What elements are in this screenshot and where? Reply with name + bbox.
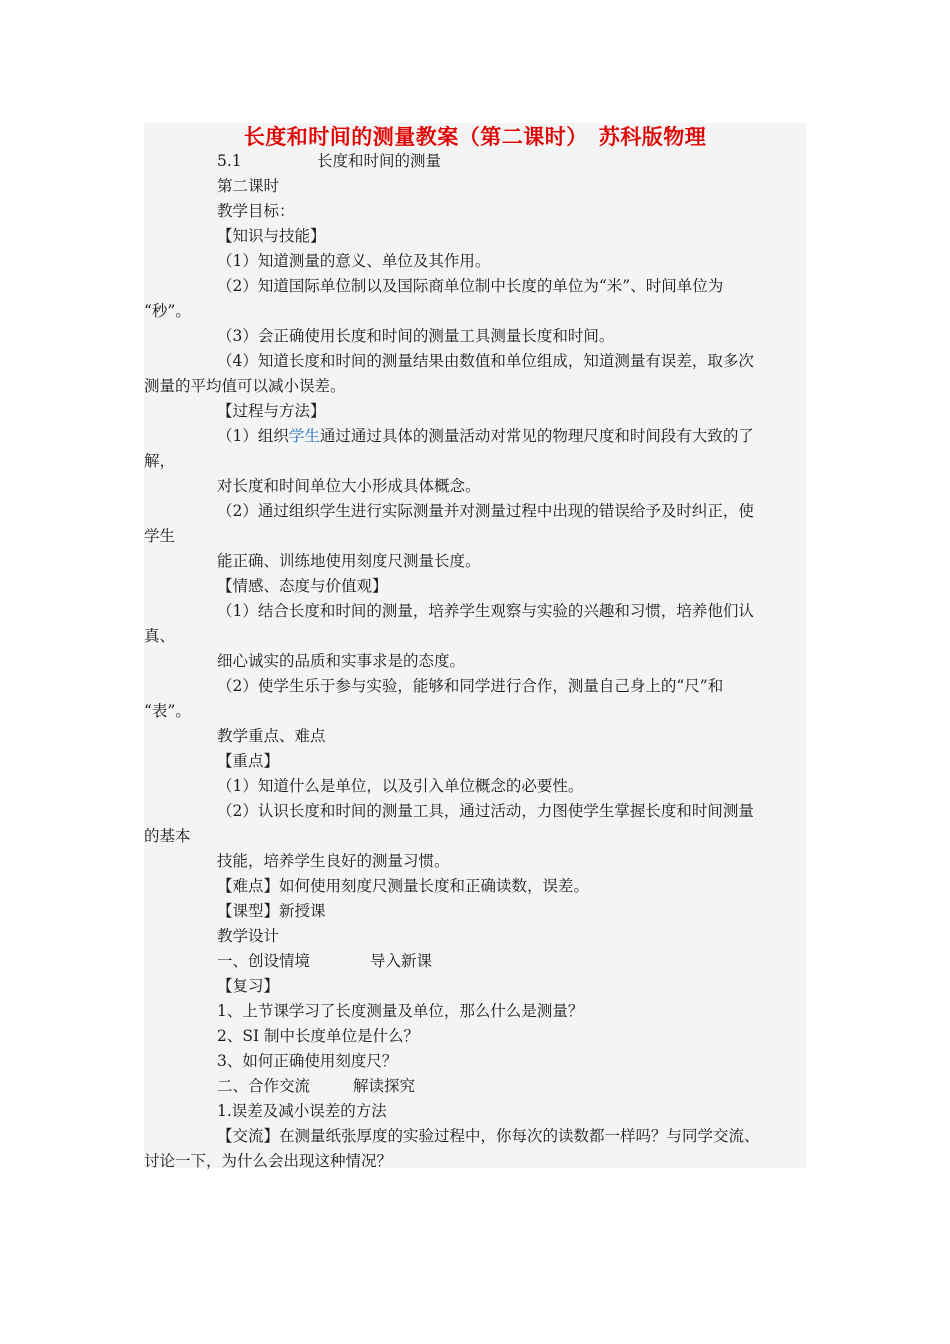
- lesson-type-line: 【课型】新授课: [217, 902, 326, 920]
- process-item-2: （2）通过组织学生进行实际测量并对测量过程中出现的错误给予及时纠正，使: [217, 502, 754, 520]
- focus-item-1: （1）知道什么是单位，以及引入单位概念的必要性。: [217, 777, 584, 795]
- process-item-1-cont-2: 对长度和时间单位大小形成具体概念。: [217, 477, 481, 495]
- focus-item-2-cont-2: 技能，培养学生良好的测量习惯。: [217, 852, 450, 870]
- process-item-1-text-a: （1）组织: [217, 427, 289, 445]
- knowledge-item-2-cont: “秒”。: [144, 302, 191, 320]
- exchange-line-cont: 讨论一下，为什么会出现这种情况？: [144, 1152, 393, 1170]
- design-heading: 教学设计: [217, 927, 280, 945]
- emotion-item-1: （1）结合长度和时间的测量，培养学生观察与实验的兴趣和习惯，培养他们认: [217, 602, 754, 620]
- knowledge-item-4: （4）知道长度和时间的测量结果由数值和单位组成，知道测量有误差，取多次: [217, 352, 754, 370]
- focus-item-2-cont: 的基本: [144, 827, 191, 845]
- part2-heading-b: 解读探究: [353, 1077, 416, 1095]
- process-item-1-cont: 解，: [144, 452, 176, 470]
- knowledge-item-4-cont: 测量的平均值可以减小误差。: [144, 377, 346, 395]
- document-page: [144, 123, 806, 1168]
- process-heading: 【过程与方法】: [217, 402, 326, 420]
- review-item-3: 3、如何正确使用刻度尺？: [217, 1052, 398, 1070]
- process-item-1: [217, 426, 754, 446]
- part2-heading: [217, 1076, 415, 1096]
- review-item-2: 2、SI 制中长度单位是什么？: [217, 1027, 420, 1045]
- section-title: 长度和时间的测量: [317, 152, 442, 170]
- emotion-item-1-cont-2: 细心诚实的品质和实事求是的态度。: [217, 652, 466, 670]
- emotion-item-1-cont: 真、: [144, 627, 176, 645]
- document-title: 长度和时间的测量教案（第二课时） 苏科版物理: [243, 124, 707, 149]
- error-heading: 1.误差及减小误差的方法: [217, 1102, 387, 1120]
- lesson-label: 第二课时: [217, 177, 280, 195]
- part2-heading-a: 二、合作交流: [217, 1077, 311, 1095]
- review-item-1: 1、上节课学习了长度测量及单位，那么什么是测量？: [217, 1002, 584, 1020]
- objectives-heading: 教学目标：: [217, 202, 295, 220]
- emotion-heading: 【情感、态度与价值观】: [217, 577, 388, 595]
- focus-heading: 【重点】: [217, 752, 280, 770]
- section-number: 5.1: [217, 152, 242, 170]
- knowledge-item-1: （1）知道测量的意义、单位及其作用。: [217, 252, 491, 270]
- knowledge-item-3: （3）会正确使用长度和时间的测量工具测量长度和时间。: [217, 327, 615, 345]
- emotion-item-2: （2）使学生乐于参与实验，能够和同学进行合作，测量自己身上的“尺”和: [217, 677, 724, 695]
- knowledge-heading: 【知识与技能】: [217, 227, 326, 245]
- process-item-1-text-b: 通过通过具体的测量活动对常见的物理尺度和时间段有大致的了: [319, 427, 754, 445]
- part1-heading: [217, 951, 432, 971]
- focus-item-2: （2）认识长度和时间的测量工具，通过活动，力图使学生掌握长度和时间测量: [217, 802, 754, 820]
- exchange-line: 【交流】在测量纸张厚度的实验过程中，你每次的读数都一样吗？与同学交流、: [217, 1127, 760, 1145]
- knowledge-item-2: （2）知道国际单位制以及国际商单位制中长度的单位为“米”、时间单位为: [217, 277, 724, 295]
- part1-heading-a: 一、创设情境: [217, 952, 311, 970]
- process-item-2-cont-2: 能正确、训练地使用刻度尺测量长度。: [217, 552, 481, 570]
- keypoints-heading: 教学重点、难点: [217, 727, 326, 745]
- review-heading: 【复习】: [217, 977, 280, 995]
- process-item-2-cont: 学生: [144, 527, 176, 545]
- emotion-item-2-cont: “表”。: [144, 702, 191, 720]
- student-link[interactable]: 学生: [288, 427, 320, 445]
- difficulty-line: 【难点】如何使用刻度尺测量长度和正确读数，误差。: [217, 877, 590, 895]
- part1-heading-b: 导入新课: [370, 952, 433, 970]
